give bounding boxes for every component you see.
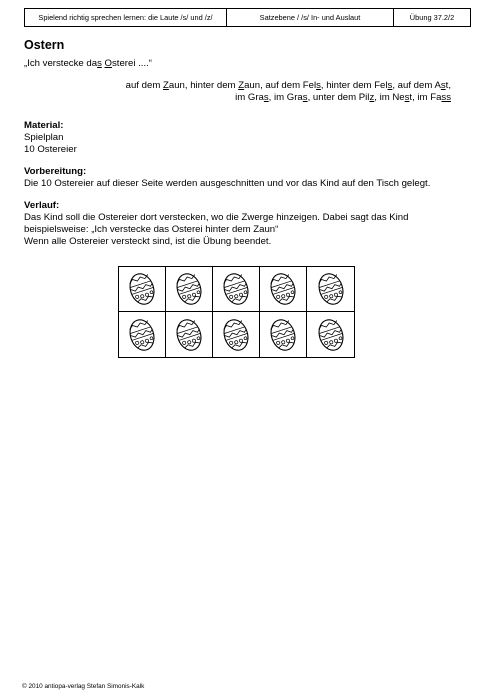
egg-cell	[213, 312, 260, 357]
hiding-place-text: t,	[445, 80, 451, 91]
hiding-place-text: , hinter dem Fel	[320, 80, 388, 91]
egg-cell	[166, 312, 213, 357]
vorbereitung-heading: Vorbereitung:	[24, 166, 87, 177]
header-book-title: Spielend richtig sprechen lernen: die Laute /s/ und /z/	[25, 9, 227, 26]
header-section: Satzebene / /s/ In- und Auslaut	[227, 9, 394, 26]
page-header	[24, 8, 471, 27]
material-heading: Material:	[24, 120, 64, 131]
hiding-place-text: , im Gra	[268, 92, 303, 103]
quote-text: „Ich verstecke da	[24, 58, 98, 69]
egg-cell	[260, 267, 307, 312]
quote-underlined-sound: O	[104, 58, 112, 69]
egg-cell	[119, 312, 166, 357]
hiding-place-text: , auf dem A	[392, 80, 441, 91]
egg-cell	[260, 312, 307, 357]
verlauf-text: Wenn alle Ostereier versteckt sind, ist die Übung beendet.	[24, 236, 272, 247]
egg-cell	[213, 267, 260, 312]
hiding-place-text: aun, hinter dem	[168, 80, 239, 91]
copyright-footer: © 2010 antiopa-verlag Stefan Simonis-Kalk	[22, 683, 145, 690]
easter-egg-icon	[221, 270, 251, 308]
verlauf-text: beispielsweise: „Ich verstecke das Osterei hinter dem Zaun“	[24, 224, 279, 235]
underlined-sound: s	[316, 80, 321, 91]
underlined-sound: s	[440, 80, 446, 91]
vorbereitung-text: Die 10 Ostereier auf dieser Seite werden ausgeschnitten und vor das Kind auf den Tisch gelegt.	[24, 178, 431, 189]
underlined-sound: s	[263, 92, 269, 103]
quote-text: sterei ....“	[112, 58, 152, 69]
underlined-sound: Z	[238, 80, 245, 91]
verlauf-text: Das Kind soll die Ostereier dort verstecken, wo die Zwerge hinzeigen. Dabei sagt das Kind	[24, 212, 409, 223]
underlined-sound: Z	[162, 80, 169, 91]
easter-egg-icon	[316, 270, 346, 308]
easter-egg-icon	[127, 270, 157, 308]
material-item: Spielplan	[24, 132, 64, 143]
material-item: 10 Ostereier	[24, 144, 77, 155]
egg-cell	[166, 267, 213, 312]
easter-egg-icon	[268, 316, 298, 354]
easter-egg-icon	[127, 316, 157, 354]
easter-egg-icon	[174, 316, 204, 354]
header-exercise-number: Übung 37.2/2	[409, 13, 455, 22]
egg-cell	[307, 312, 354, 357]
underlined-sound: s	[387, 80, 393, 91]
hiding-place-text: aun, auf dem Fel	[244, 80, 317, 91]
easter-egg-cutout-grid	[118, 266, 355, 358]
hiding-place-text: im Gra	[235, 92, 264, 103]
hiding-place-text: auf dem	[125, 80, 163, 91]
hiding-place-text: , im Ne	[374, 92, 405, 103]
easter-egg-icon	[316, 316, 346, 354]
page-title: Ostern	[24, 38, 65, 52]
hiding-place-text: t, im Fa	[409, 92, 442, 103]
quote-underlined-sound: s	[97, 58, 102, 69]
easter-egg-icon	[268, 270, 298, 308]
egg-cell	[119, 267, 166, 312]
example-sentence	[24, 58, 152, 69]
egg-cell	[307, 267, 354, 312]
hiding-places-line-1	[51, 80, 451, 93]
hiding-places-line-2	[51, 92, 451, 105]
easter-egg-icon	[221, 316, 251, 354]
underlined-sound: s	[302, 92, 308, 103]
verlauf-heading: Verlauf:	[24, 200, 60, 211]
underlined-sound: s	[404, 92, 410, 103]
underlined-sound: z	[369, 92, 375, 103]
easter-egg-icon	[174, 270, 204, 308]
hiding-place-text: , unter dem Pil	[307, 92, 370, 103]
underlined-sound: ss	[441, 92, 451, 103]
